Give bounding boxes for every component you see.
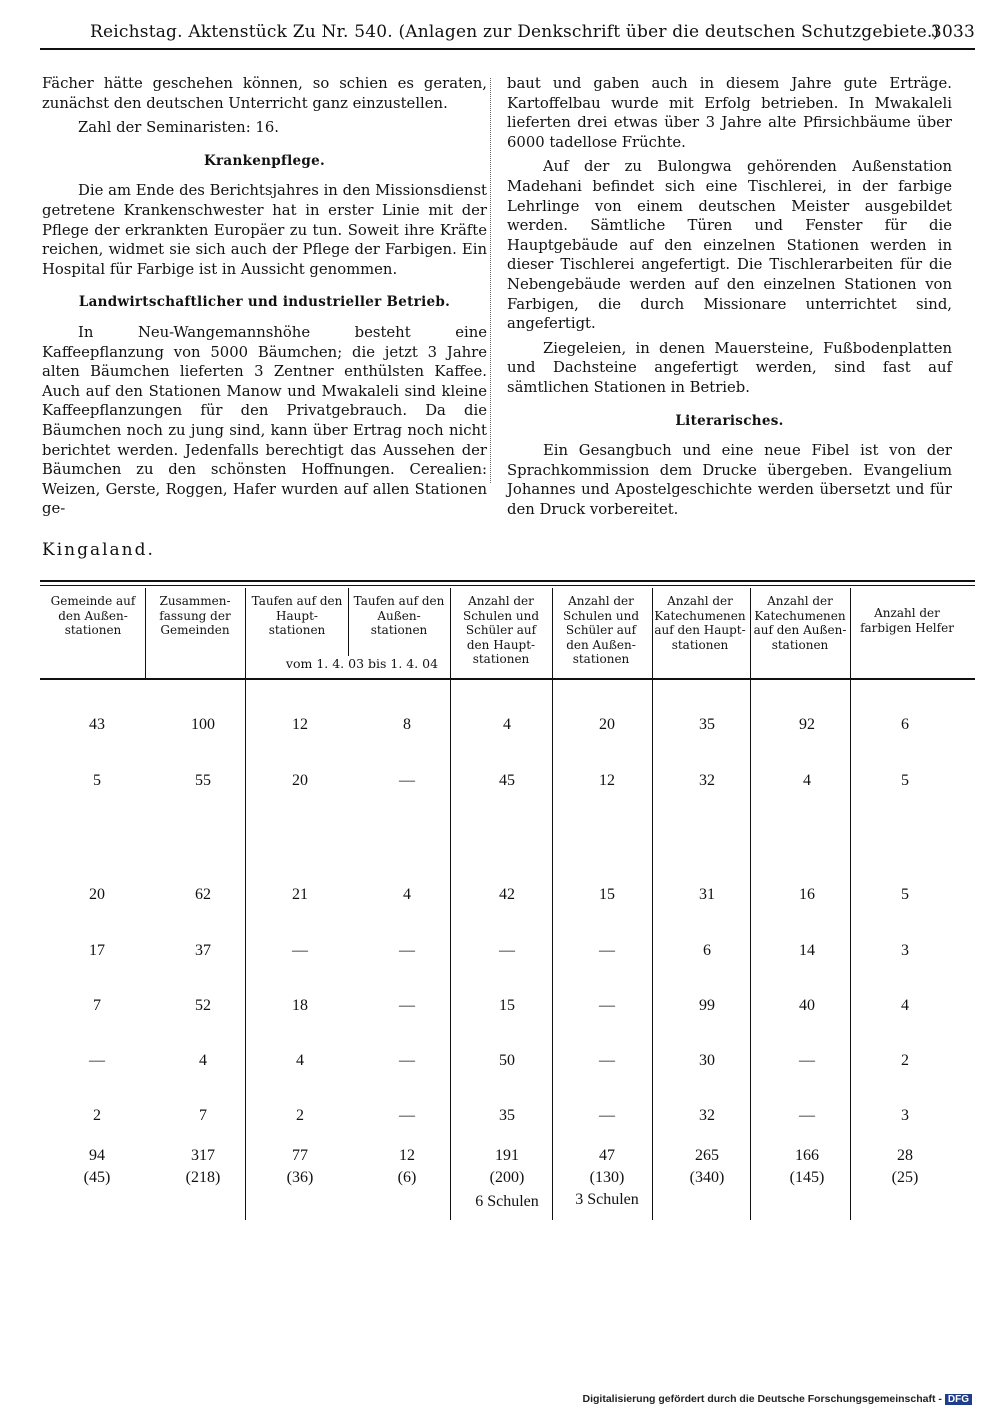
table-cell: — (399, 1107, 415, 1124)
reporting-period: vom 1. 4. 03 bis 1. 4. 04 (285, 656, 439, 671)
total-cell: 47 (599, 1147, 615, 1164)
column-header: Anzahl der Schulen und Schüler auf den Außen- stationen (562, 594, 640, 666)
table-cell: 4 (296, 1052, 304, 1069)
column-separator (245, 588, 246, 1220)
schools-count-aussen: 3 Schulen (575, 1191, 639, 1208)
table-cell: — (399, 1052, 415, 1069)
paragraph: Auf der zu Bulongwa gehörenden Außenstation Madehani befindet sich eine Tischlerei, in der farbige Lehrlinge von einem deutschen Meister ausgebildet werden. Sämtliche Türen und Fenster für die Hauptgebäude auf den einzelnen Stationen werden in dieser Tischlerei angefertigt. Die Tischlerarbeiten für die Nebengebäude werden auf den einzelnen Stationen von Farbigen, die durch Missionare unterrichtet sind, angefertigt. (507, 158, 952, 333)
table-cell: 15 (599, 886, 615, 903)
table-cell: 18 (292, 997, 308, 1014)
previous-year-cell: (6) (397, 1169, 417, 1186)
total-cell: 166 (795, 1147, 819, 1164)
schools-count-haupt: 6 Schulen (475, 1193, 539, 1210)
total-cell: 77 (292, 1147, 308, 1164)
previous-year-cell: (45) (83, 1169, 111, 1186)
table-cell: 32 (699, 1107, 715, 1124)
table-header-rule (40, 678, 975, 680)
previous-year-cell: (25) (891, 1169, 919, 1186)
table-cell: 30 (699, 1052, 715, 1069)
section-heading: Literarisches. (675, 412, 784, 429)
header-title: Reichstag. Aktenstück Zu Nr. 540. (Anlagen zur Denkschrift über die deutschen Schutzgebiete.) (90, 22, 940, 42)
column-separator (850, 588, 851, 1220)
table-cell: 7 (199, 1107, 207, 1124)
column-header: Taufen auf den Außen- stationen (353, 594, 445, 637)
previous-year-cell: (200) (489, 1169, 525, 1186)
table-cell: 15 (499, 997, 515, 1014)
total-cell: 94 (89, 1147, 105, 1164)
total-cell: 28 (897, 1147, 913, 1164)
table-cell: — (599, 1107, 615, 1124)
table-cell: 5 (93, 772, 101, 789)
table-cell: 20 (292, 772, 308, 789)
table-cell: 4 (403, 886, 411, 903)
table-cell: 4 (503, 716, 511, 733)
table-cell: 92 (799, 716, 815, 733)
table-cell: 99 (699, 997, 715, 1014)
table-cell: 6 (901, 716, 909, 733)
table-cell: — (599, 997, 615, 1014)
column-header: Anzahl der Katechumenen auf den Außen- stationen (753, 594, 847, 652)
table-cell: — (399, 997, 415, 1014)
table-title: Kingaland. (42, 540, 155, 560)
table-cell: 17 (89, 942, 105, 959)
table-cell: 40 (799, 997, 815, 1014)
column-separator (750, 588, 751, 1220)
table-cell: 100 (191, 716, 215, 733)
total-cell: 265 (695, 1147, 719, 1164)
table-cell: 21 (292, 886, 308, 903)
column-separator (145, 588, 146, 678)
table-cell: 62 (195, 886, 211, 903)
total-cell: 12 (399, 1147, 415, 1164)
table-cell: 8 (403, 716, 411, 733)
table-cell: 4 (199, 1052, 207, 1069)
right-text-column (507, 74, 952, 524)
table-cell: 35 (499, 1107, 515, 1124)
table-top-rule (40, 580, 975, 582)
table-cell: — (399, 942, 415, 959)
table-cell: 5 (901, 886, 909, 903)
footer-credit (583, 1393, 973, 1405)
statistics-table (40, 580, 975, 1220)
previous-year-cell: (130) (589, 1169, 625, 1186)
table-cell: — (799, 1052, 815, 1069)
footer-credit-text: Digitalisierung gefördert durch die Deutsche Forschungsgemeinschaft - (582, 1393, 942, 1405)
column-header: Taufen auf den Haupt- stationen (251, 594, 343, 637)
table-cell: 4 (803, 772, 811, 789)
table-cell: — (292, 942, 308, 959)
table-cell: — (399, 772, 415, 789)
column-header: Gemeinde auf den Außen- stationen (50, 594, 136, 637)
table-cell: 2 (296, 1107, 304, 1124)
table-cell: 32 (699, 772, 715, 789)
table-cell: 16 (799, 886, 815, 903)
table-cell: 43 (89, 716, 105, 733)
table-top-rule-thin (40, 585, 975, 586)
table-cell: 20 (89, 886, 105, 903)
section-heading: Landwirtschaftlicher und industrieller Betrieb. (78, 294, 451, 311)
table-cell: 45 (499, 772, 515, 789)
table-cell: — (599, 1052, 615, 1069)
table-cell: 35 (699, 716, 715, 733)
column-separator (652, 588, 653, 1220)
table-cell: 6 (703, 942, 711, 959)
table-cell: 3 (901, 1107, 909, 1124)
table-cell: — (89, 1052, 105, 1069)
column-divider (490, 78, 491, 483)
total-cell: 317 (191, 1147, 215, 1164)
table-cell: — (799, 1107, 815, 1124)
paragraph: Zahl der Seminaristen: 16. (78, 119, 279, 137)
table-cell: 42 (499, 886, 515, 903)
paragraph: Fächer hätte geschehen können, so schien es geraten, zunächst den deutschen Unterricht ganz einzustellen. (42, 75, 487, 112)
paragraph: Die am Ende des Berichtsjahres in den Missionsdienst getretene Krankenschwester hat in erster Linie mit der Pflege der erkrankten Europäer zu tun. Soweit ihre Kräfte reichen, widmet sie sich auch der Pflege der Farbigen. Ein Hospital für Farbige ist in Aussicht genommen. (42, 182, 487, 278)
table-cell: 55 (195, 772, 211, 789)
paragraph: In Neu-Wangemannshöhe besteht eine Kaffeepflanzung von 5000 Bäumchen; die jetzt 3 Jahre alten Bäumchen lieferten 3 Zentner enthülsten Kaffee. Auch auf den Stationen Manow und Mwakaleli sind kleine Kaffeepflanzungen für den Privatgebrauch. Da die Bäumchen noch zu jung sind, kann über Ertrag noch nicht berichtet werden. Jedenfalls berechtigt das Aussehen der Bäumchen zu den schönsten Hoffnungen. Cerealien: Weizen, Gerste, Roggen, Hafer wurden auf allen Stationen ge- (42, 323, 487, 518)
column-header: Zusammen- fassung der Gemeinden (159, 594, 231, 637)
table-cell: 37 (195, 942, 211, 959)
paragraph: Ziegeleien, in denen Mauersteine, Fußbodenplatten und Dachsteine angefertigt werden, sind fast auf sämtlichen Stationen in Betrieb. (507, 339, 952, 396)
dfg-logo: DFG (945, 1394, 972, 1405)
column-separator (450, 588, 451, 1220)
column-header: Anzahl der Schulen und Schüler auf den Haupt- stationen (462, 594, 540, 666)
previous-year-cell: (36) (286, 1169, 314, 1186)
table-cell: 14 (799, 942, 815, 959)
left-text-column (42, 74, 487, 524)
table-cell: 52 (195, 997, 211, 1014)
table-cell: 2 (93, 1107, 101, 1124)
previous-year-cell: (340) (689, 1169, 725, 1186)
column-header: Anzahl der Katechumenen auf den Haupt- stationen (654, 594, 746, 652)
paragraph: Ein Gesangbuch und eine neue Fibel ist von der Sprachkommission dem Drucke übergeben. Evangelium Johannes und Apostelgeschichte werden übersetzt und für den Druck vorbereitet. (507, 442, 952, 518)
total-cell: 191 (495, 1147, 519, 1164)
table-cell: 3 (901, 942, 909, 959)
table-cell: 2 (901, 1052, 909, 1069)
column-separator (552, 588, 553, 1220)
column-header: Anzahl der farbigen Helfer (860, 606, 954, 635)
paragraph: baut und gaben auch in diesem Jahre gute Erträge. Kartoffelbau wurde mit Erfolg betrieben. In Mwakaleli lieferten drei etwas über 3 Jahre alte Pfirsichbäume über 6000 tadellose Früchte. (507, 75, 952, 151)
table-cell: 20 (599, 716, 615, 733)
table-cell: 12 (292, 716, 308, 733)
section-heading: Krankenpflege. (203, 152, 326, 169)
table-cell: — (599, 942, 615, 959)
previous-year-cell: (218) (185, 1169, 221, 1186)
previous-year-cell: (145) (789, 1169, 825, 1186)
header-rule (40, 48, 975, 50)
column-separator (348, 588, 349, 656)
table-cell: 7 (93, 997, 101, 1014)
table-cell: 31 (699, 886, 715, 903)
table-cell: 12 (599, 772, 615, 789)
table-cell: 50 (499, 1052, 515, 1069)
table-cell: — (499, 942, 515, 959)
table-cell: 4 (901, 997, 909, 1014)
table-cell: 5 (901, 772, 909, 789)
page-number: 3033 (930, 22, 975, 42)
